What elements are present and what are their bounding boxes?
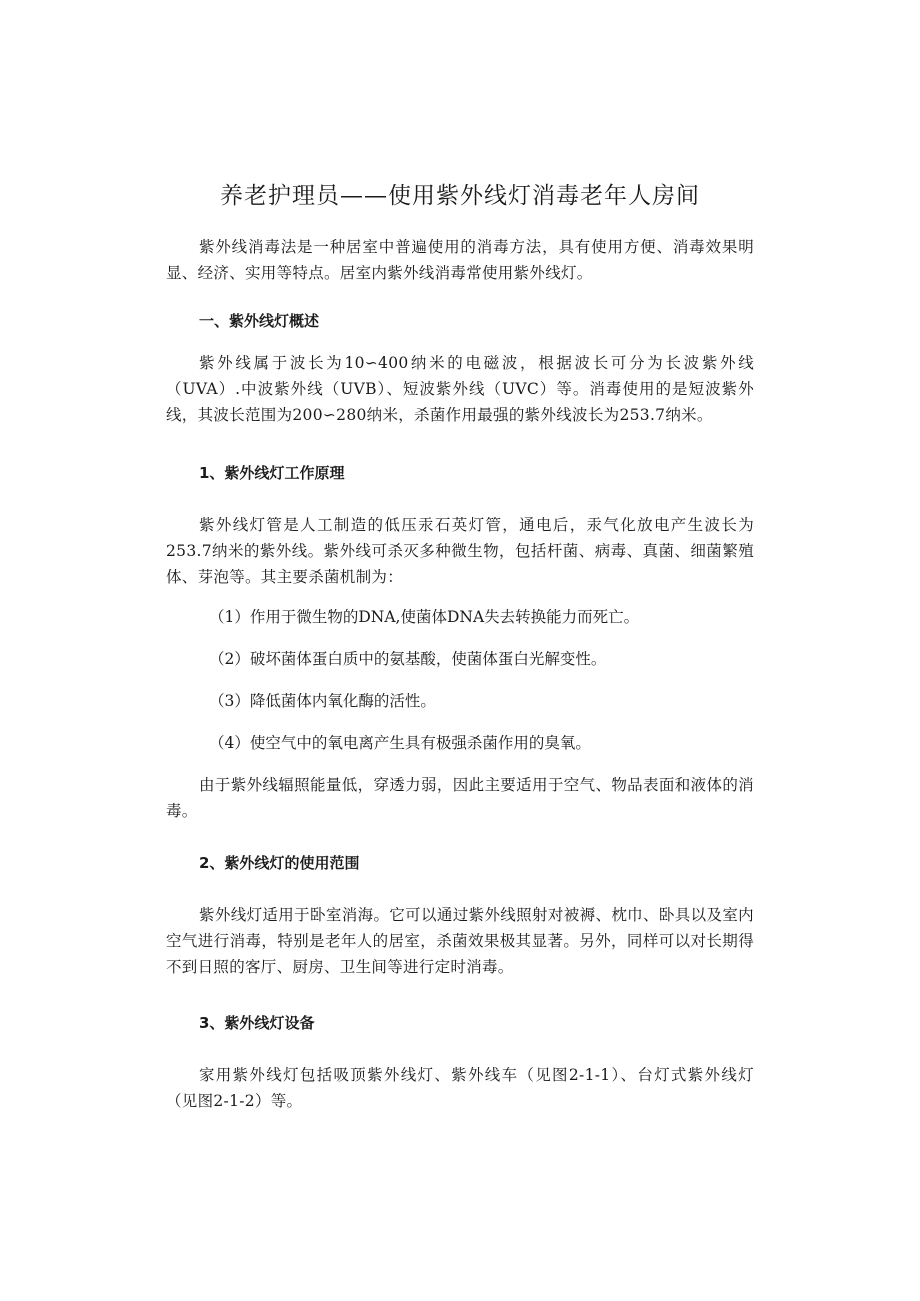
subsection-heading-principle: 1、紫外线灯工作原理 <box>199 464 345 482</box>
list-item: （2）破坏菌体蛋白质中的氨基酸，使菌体蛋白光解变性。 <box>209 650 607 668</box>
list-item: （3）降低菌体内氧化酶的活性。 <box>209 692 436 710</box>
list-item: （4）使空气中的氧电离产生具有极强杀菌作用的臭氧。 <box>209 734 591 752</box>
section-heading-overview: 一、紫外线灯概述 <box>199 312 320 330</box>
list-item: （1）作用于微生物的DNA,使菌体DNA失去转换能力而死亡。 <box>209 608 640 626</box>
subsection-heading-equipment: 3、紫外线灯设备 <box>199 1014 315 1032</box>
equipment-paragraph: 家用紫外线灯包括吸顶紫外线灯、紫外线车（见图2-1-1）、台灯式紫外线灯（见图2-1-2）等。 <box>166 1066 754 1110</box>
scope-paragraph: 紫外线灯适用于卧室消海。它可以通过紫外线照射对被褥、枕巾、卧具以及室内空气进行消毒，特别是老年人的居室，杀菌效果极其显著。另外，同样可以对长期得不到日照的客厅、厨房、卫生间等进行定时消毒。 <box>166 906 754 976</box>
principle-conclusion: 由于紫外线辐照能量低，穿透力弱，因此主要适用于空气、物品表面和液体的消毒。 <box>166 776 754 820</box>
subsection-heading-scope: 2、紫外线灯的使用范围 <box>199 854 360 872</box>
document-body <box>166 180 754 1114</box>
mechanism-list <box>166 604 754 756</box>
principle-paragraph: 紫外线灯管是人工制造的低压汞石英灯管，通电后，汞气化放电产生波长为253.7纳米的紫外线。紫外线可杀灭多种微生物，包括杆菌、病毒、真菌、细菌繁殖体、芽泡等。其主要杀菌机制为： <box>166 516 754 586</box>
overview-paragraph: 紫外线属于波长为10∽400纳米的电磁波，根据波长可分为长波紫外线（UVA）.中波紫外线（UVB）、短波紫外线（UVC）等。消毒使用的是短波紫外线，其波长范围为200∽280纳米，杀菌作用最强的紫外线波长为253.7纳米。 <box>166 354 754 424</box>
document-title: 养老护理员——使用紫外线灯消毒老年人房间 <box>220 183 700 209</box>
intro-paragraph: 紫外线消毒法是一种居室中普遍使用的消毒方法，具有使用方便、消毒效果明显、经济、实用等特点。居室内紫外线消毒常使用紫外线灯。 <box>166 238 754 282</box>
